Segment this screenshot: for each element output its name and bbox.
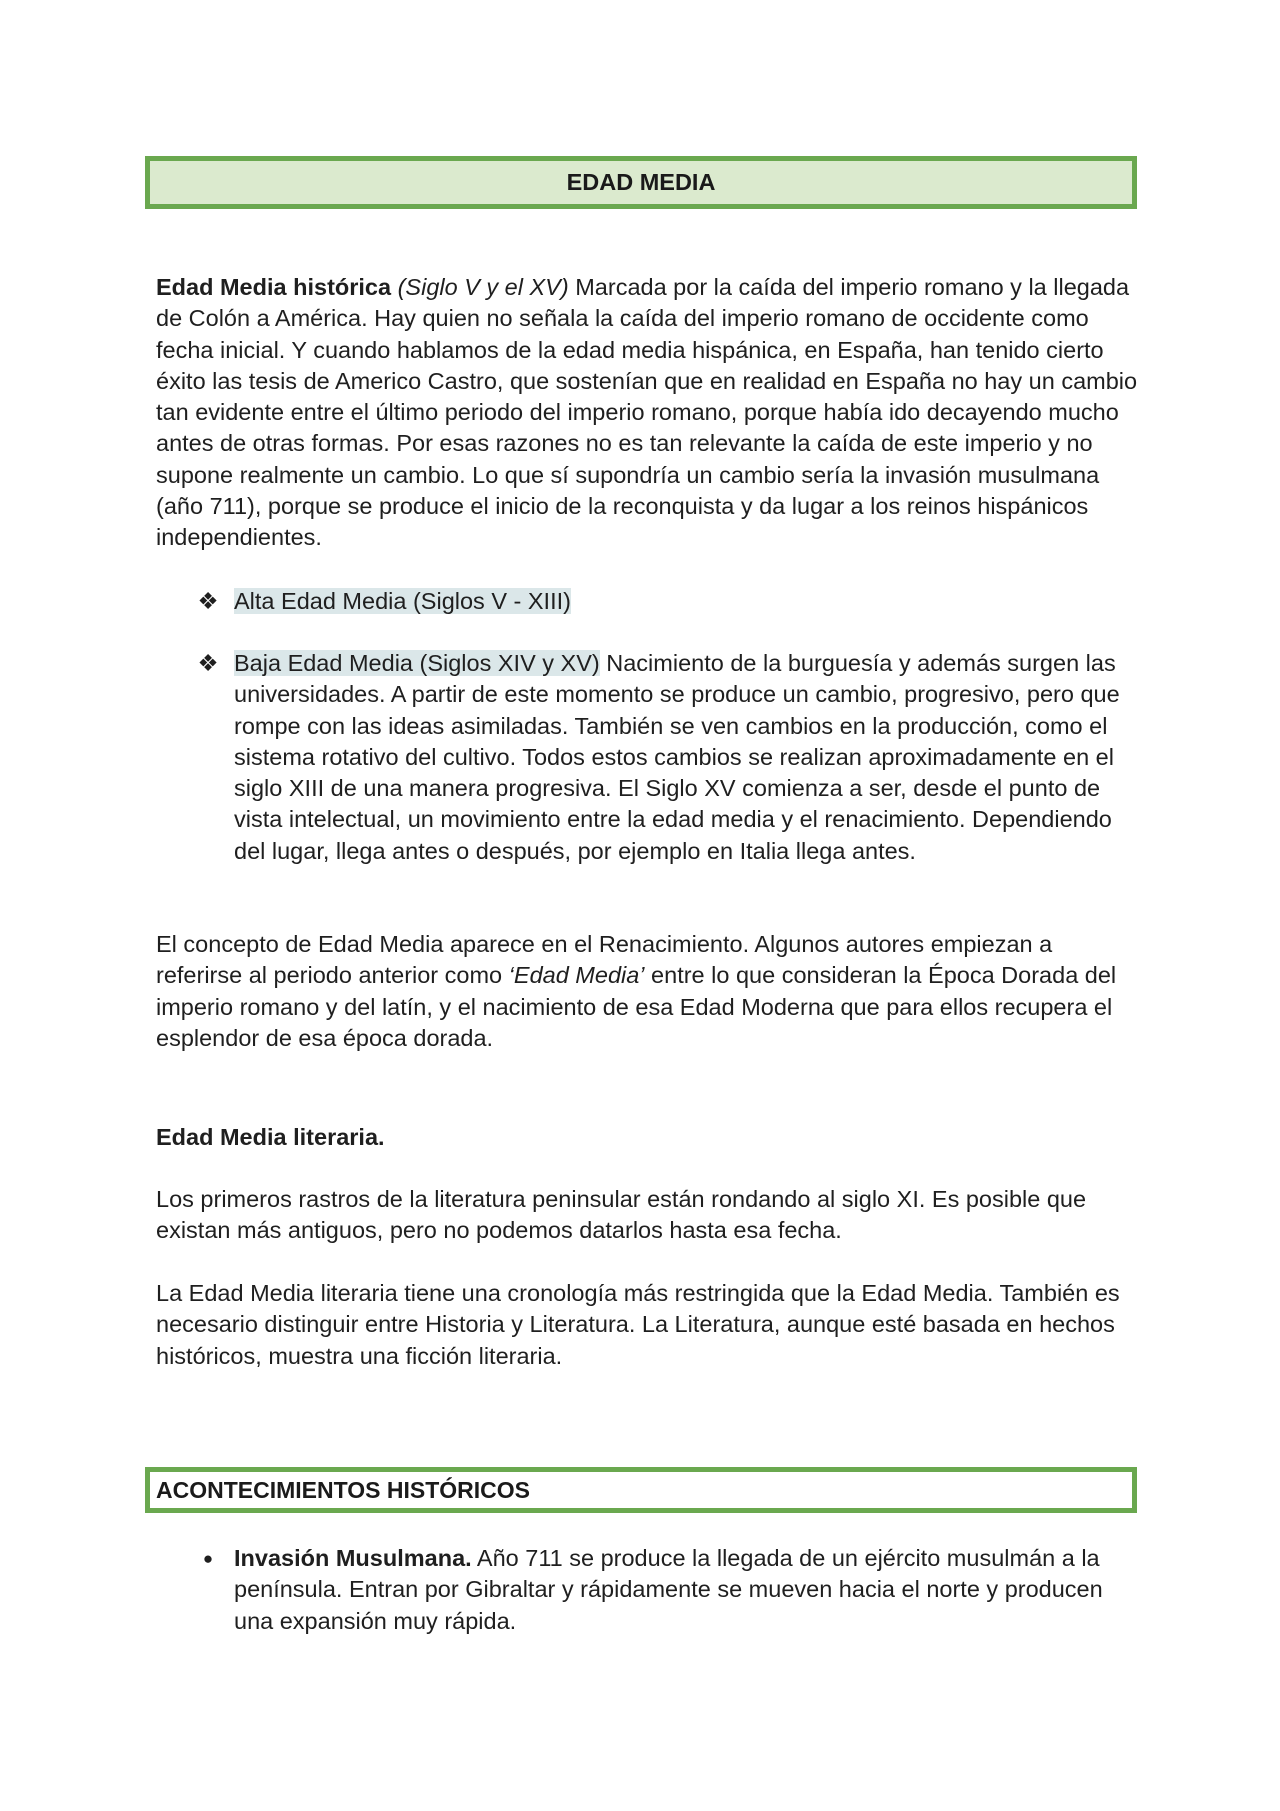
list-item-alta-edad-media	[156, 586, 1141, 617]
diamond-bullet-icon: ❖	[197, 650, 219, 676]
diamond-bullet-icon: ❖	[197, 588, 219, 614]
intro-bold-term: Edad Media histórica	[156, 274, 392, 300]
section-title-edad-media	[145, 156, 1137, 209]
event-description: Año 711 se produce la llegada de un ejército musulmán a la península. Entran por Gibraltar y rápidamente se mueven hacia el norte y producen una expansión muy rápida.	[234, 1545, 1103, 1634]
highlighted-period: Baja Edad Media (Siglos XIV y XV)	[234, 650, 600, 676]
concept-text-end: entre lo que consideran la Época Dorada del imperio romano y del latín, y el nacimiento de esa Edad Moderna que para ellos recupera el esplendor de esa época dorada.	[156, 962, 1117, 1051]
concept-paragraph	[156, 929, 1141, 1054]
section-title-text: EDAD MEDIA	[566, 169, 716, 195]
list-item-invasion-musulmana	[156, 1543, 1141, 1637]
intro-body: Marcada por la caída del imperio romano y la llegada de Colón a América. Hay quien no señala la caída del imperio romano de occidente como fecha inicial. Y cuando hablamos de la edad media hispánica, en España, han tenido cierto éxito las tesis de Americo Castro, que sostenían que en realidad en España no hay un cambio tan evidente entre el último periodo del imperio romano, porque había ido decayendo mucho antes de otras formas. Por esas razones no es tan relevante la caída de este imperio y no supone realmente un cambio. Lo que sí supondría un cambio sería la invasión musulmana (año 711), porque se produce el inicio de la reconquista y da lugar a los reinos hispánicos independientes.	[156, 274, 1138, 551]
concept-text-start: El concepto de Edad Media aparece en el Renacimiento. Algunos autores empiezan a referirse al periodo anterior como	[156, 931, 1053, 989]
concept-italic-term: ‘Edad Media’	[508, 962, 645, 989]
intro-paragraph	[156, 272, 1141, 554]
list-item-baja-edad-media	[156, 648, 1141, 867]
section-title-text: ACONTECIMIENTOS HISTÓRICOS	[156, 1477, 530, 1503]
literaria-paragraph-2: La Edad Media literaria tiene una cronología más restringida que la Edad Media. También es necesario distinguir entre Historia y Literatura. La Literatura, aunque esté basada en hechos históricos, muestra una ficción literaria.	[156, 1280, 1120, 1369]
literaria-paragraph-1: Los primeros rastros de la literatura peninsular están rondando al siglo XI. Es posible que existan más antiguos, pero no podemos datarlos hasta esa fecha.	[156, 1186, 1087, 1244]
intro-italic-range: (Siglo V y el XV)	[397, 274, 569, 300]
event-title: Invasión Musulmana.	[234, 1545, 472, 1571]
dot-bullet-icon: ●	[202, 1549, 214, 1568]
period-description: Nacimiento de la burguesía y además surgen las universidades. A partir de este momento se produce un cambio, progresivo, pero que rompe con las ideas asimiladas. También se ven cambios en la producción, como el sistema rotativo del cultivo. Todos estos cambios se realizan aproximadamente en el siglo XIII de una manera progresiva. El Siglo XV comienza a ser, desde el punto de vista intelectual, un movimiento entre la edad media y el renacimiento. Dependiendo del lugar, llega antes o después, por ejemplo en Italia llega antes.	[234, 650, 1120, 864]
highlighted-period: Alta Edad Media (Siglos V - XIII)	[234, 588, 571, 614]
section-title-acontecimientos	[145, 1467, 1137, 1513]
literaria-heading	[156, 1122, 1141, 1153]
literaria-heading-text: Edad Media literaria.	[156, 1124, 385, 1150]
